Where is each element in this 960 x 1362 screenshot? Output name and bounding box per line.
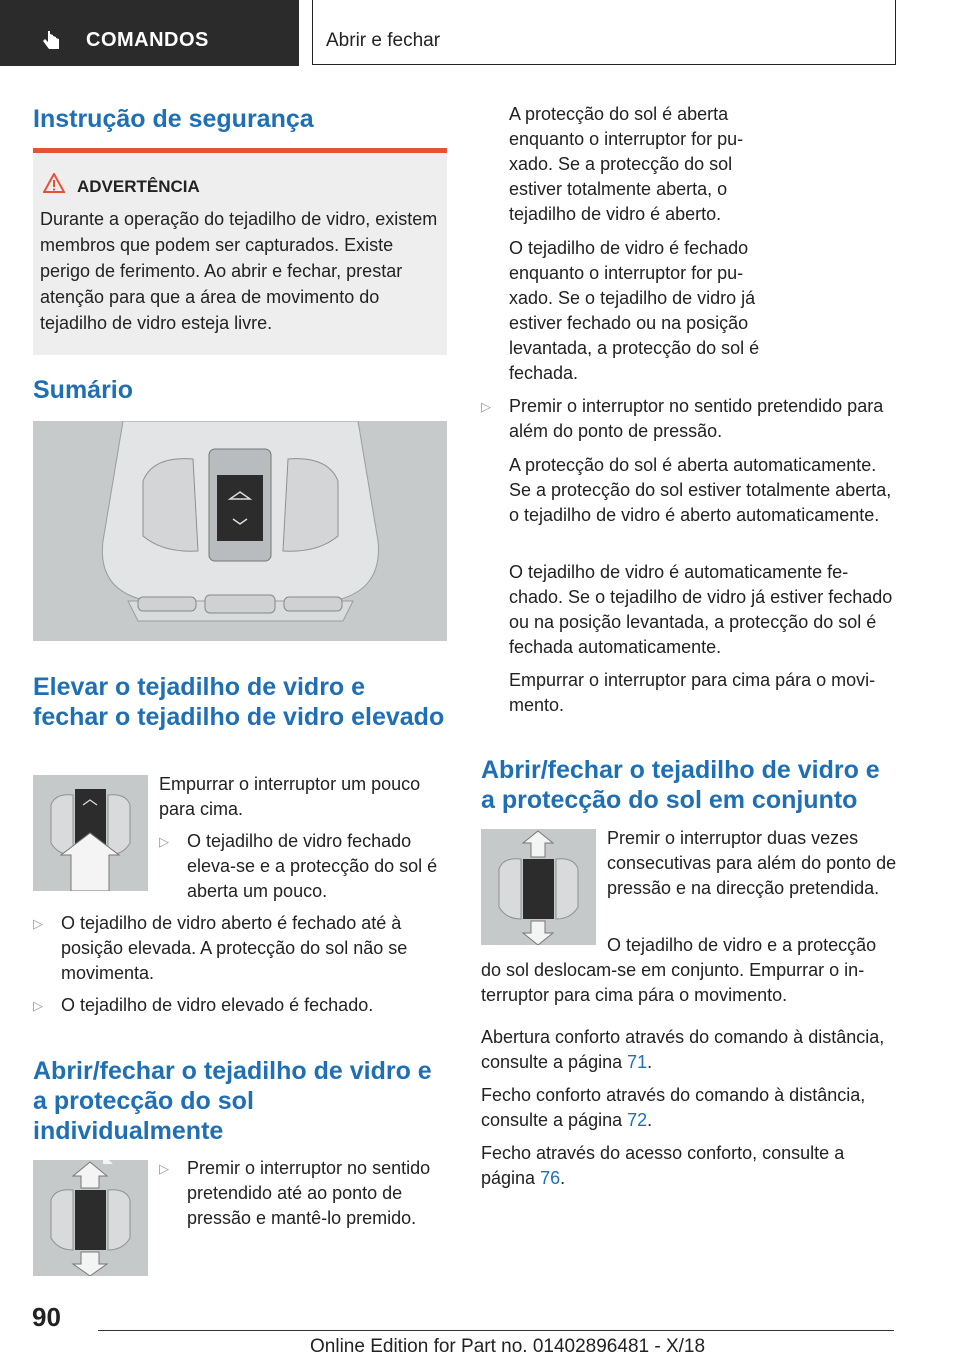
switch-push-up-image bbox=[33, 775, 148, 891]
page-number: 90 bbox=[32, 1302, 61, 1332]
individual-para-4: O tejadilho de vidro é automaticamente fechado. Se o tejadilho de vidro já estiver fechado ou na posição levantada, a protecção do sol é fechada automaticamente. bbox=[509, 562, 893, 657]
hand-icon bbox=[42, 30, 62, 52]
warning-text: Durante a operação do tejadilho de vidro, existem membros que podem ser capturados. Existe perigo de ferimento. Ao abrir e fechar, prestar atenção para que a área de movimento do tejadilho de vidro esteja livre. bbox=[40, 209, 438, 333]
individual-para-3: A protecção do sol é aberta automaticamente. Se a protecção do sol estiver totalmente aberta, o tejadilho de vidro é aberto automaticamente. bbox=[509, 455, 892, 525]
individual-bullet-2: ▷ Premir o interruptor no sentido pretendido para além do ponto de pressão. bbox=[481, 396, 884, 441]
edition-text: Online Edition for Part no. 01402896481 - X/18 bbox=[310, 1336, 706, 1357]
ref-remote-close: Fecho conforto através do comando à distância, consulte a página 72. bbox=[481, 1085, 866, 1130]
chapter-tab[interactable] bbox=[312, 0, 896, 65]
warning-label: ADVERTÊNCIA bbox=[77, 177, 200, 196]
raise-bullet-3: ▷ O tejadilho de vidro elevado é fechado. bbox=[33, 993, 449, 1018]
bullet-arrow-icon: ▷ bbox=[481, 399, 491, 414]
together-para-1: Premir o interruptor duas vezes consecutivas para além do ponto de pressão e na direcção pretendida. bbox=[607, 828, 897, 898]
individual-bullet-1: ▷ Premir o interruptor no sentido pretendido até ao ponto de pressão e mantê-lo premido. bbox=[159, 1158, 431, 1228]
raise-intro: Empurrar o interruptor um pouco para cima. bbox=[159, 774, 421, 819]
warning-box bbox=[33, 148, 447, 355]
together-para-2: O tejadilho de vidro e a protecção do sol deslocam-se em conjunto. Empurrar o interruptor para cima pára o movimento. bbox=[481, 935, 877, 1005]
individual-para-5: Empurrar o interruptor para cima pára o movimento. bbox=[509, 670, 876, 715]
individual-para-1: A protecção do sol é aberta enquanto o interruptor for puxado. Se a protecção do sol estiver totalmente aberta, o tejadilho de vidro é aberto. bbox=[509, 104, 744, 224]
ref-comfort-access: Fecho através do acesso conforto, consulte a página 76. bbox=[481, 1143, 845, 1188]
bullet-arrow-icon: ▷ bbox=[33, 998, 43, 1013]
page-link-72[interactable]: 72 bbox=[627, 1110, 648, 1130]
page-link-76[interactable]: 76 bbox=[540, 1168, 561, 1188]
section-tab[interactable] bbox=[0, 0, 299, 66]
switch-up-down-image bbox=[33, 1160, 148, 1276]
page-link-71[interactable]: 71 bbox=[627, 1052, 648, 1072]
roof-console-photo bbox=[33, 421, 447, 641]
switch-double-press-image bbox=[481, 829, 596, 945]
chapter-label: Abrir e fechar bbox=[326, 30, 441, 51]
bullet-arrow-icon: ▷ bbox=[33, 916, 43, 931]
together-heading: Abrir/fechar o tejadilho de vidro e a protecção do sol em conjunto bbox=[481, 756, 880, 814]
individual-heading: Abrir/fechar o tejadilho de vidro e a protecção do sol individualmente bbox=[33, 1057, 432, 1145]
footer-divider bbox=[98, 1330, 894, 1331]
ref-remote-open: Abertura conforto através do comando à distância, consulte a página 71. bbox=[481, 1027, 885, 1072]
bullet-arrow-icon: ▷ bbox=[159, 834, 169, 849]
raise-bullet-2: ▷ O tejadilho de vidro aberto é fechado até à posição elevada. A protecção do sol não se movimenta. bbox=[33, 913, 408, 983]
individual-para-2: O tejadilho de vidro é fechado enquanto o interruptor for puxado. Se o tejadilho de vidro já estiver fechado ou na posição levantada, a protecção do sol é fechada. bbox=[509, 238, 760, 383]
raise-heading: Elevar o tejadilho de vidro e fechar o tejadilho de vidro elevado bbox=[33, 673, 445, 731]
summary-heading: Sumário bbox=[33, 376, 134, 404]
raise-bullet-1: ▷ O tejadilho de vidro fechado eleva-se e a protecção do sol é aberta um pouco. bbox=[159, 831, 438, 901]
section-label: COMANDOS bbox=[86, 29, 209, 51]
safety-heading: Instrução de segurança bbox=[33, 105, 314, 133]
bullet-arrow-icon: ▷ bbox=[159, 1161, 169, 1176]
